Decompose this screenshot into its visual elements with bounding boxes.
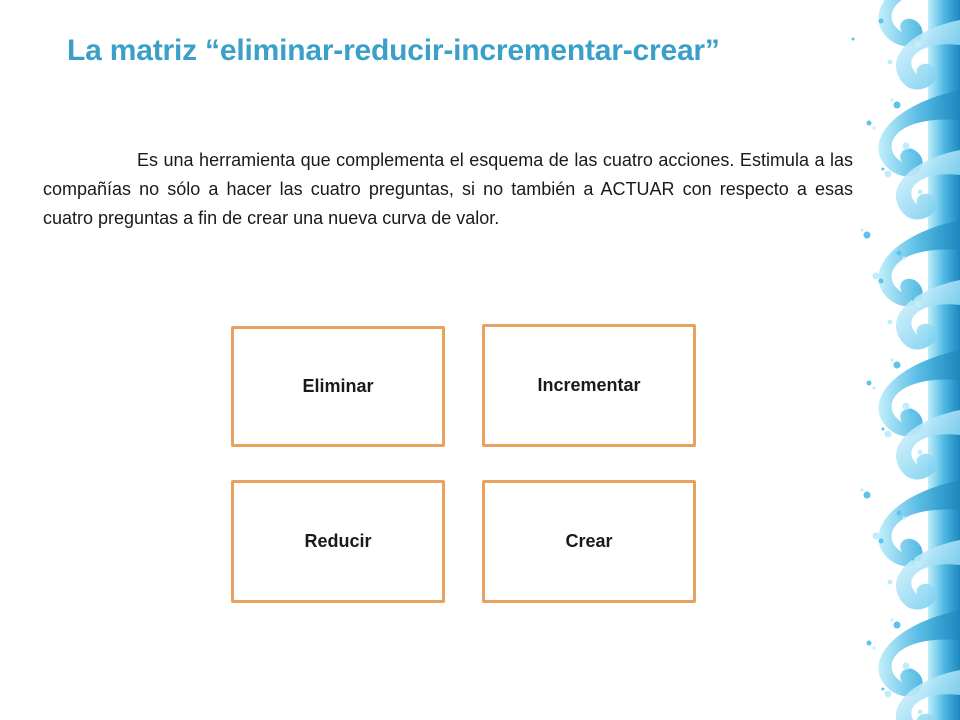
wave-bubble (885, 691, 892, 698)
wave-bubble (891, 359, 894, 362)
box-crear (482, 480, 696, 603)
wave-bubble (882, 688, 885, 691)
wave-bubble (882, 168, 885, 171)
box-reducir-label: Reducir (304, 531, 372, 551)
wave-bubble (903, 663, 910, 670)
wave-bubble (873, 533, 880, 540)
wave-bubble (897, 251, 902, 256)
wave-bubble (891, 619, 894, 622)
wave-bubble (903, 143, 910, 150)
wave-bubble (909, 409, 914, 414)
box-incrementar-label: Incrementar (537, 375, 641, 395)
body-paragraph: Es una herramienta que complementa el esquema de las cuatro acciones. Estimula a las compañías no sólo a hacer las cuatro preguntas, si no también a ACTUAR con respecto a esas cuatro preguntas a fin de crear una nueva curva de valor. (43, 150, 853, 228)
wave-bubble (885, 171, 892, 178)
wave-bubble (912, 298, 915, 301)
water-wave-border (850, 0, 960, 720)
wave-bubble (882, 428, 885, 431)
wave-bubble (894, 362, 901, 369)
wave-bubble (888, 320, 893, 325)
wave-bubble (864, 492, 871, 499)
box-incrementar (482, 324, 696, 447)
wave-bubble (903, 517, 906, 520)
wave-bubble (888, 60, 893, 65)
wave-bubble (861, 229, 864, 232)
wave-bubble (879, 279, 884, 284)
wave-bubble (909, 149, 914, 154)
wave-bubble (879, 19, 884, 24)
wave-bubble (918, 190, 923, 195)
wave-bubble (873, 127, 876, 130)
wave-bubble (912, 558, 915, 561)
slide-title: La matriz “eliminar-reducir-incrementar-crear” (67, 34, 720, 67)
wave-bubble (903, 403, 910, 410)
box-eliminar-label: Eliminar (302, 376, 374, 396)
wave-bubble (867, 641, 872, 646)
wave-bubble (894, 102, 901, 109)
wave-bubble (861, 489, 864, 492)
wave-bubble (894, 622, 901, 629)
box-reducir (231, 480, 445, 603)
wave-bubble (873, 273, 880, 280)
wave-bubble (867, 381, 872, 386)
wave-bubble (867, 121, 872, 126)
wave-bubble (915, 41, 922, 48)
wave-bubble (915, 301, 922, 308)
wave-bubble (852, 38, 855, 41)
wave-bubble (885, 431, 892, 438)
wave-bubble (888, 580, 893, 585)
wave-bubble (903, 257, 906, 260)
wave-bubble (915, 561, 922, 568)
wave-bubble (891, 99, 894, 102)
box-crear-label: Crear (565, 531, 613, 551)
wave-bubble (918, 450, 923, 455)
wave-bubble (897, 511, 902, 516)
wave-bubble (879, 539, 884, 544)
box-eliminar (231, 326, 445, 447)
wave-bubble (909, 669, 914, 674)
wave-bubble (864, 232, 871, 239)
wave-bubble (918, 710, 923, 715)
wave-bubble (873, 387, 876, 390)
wave-bubble (873, 647, 876, 650)
